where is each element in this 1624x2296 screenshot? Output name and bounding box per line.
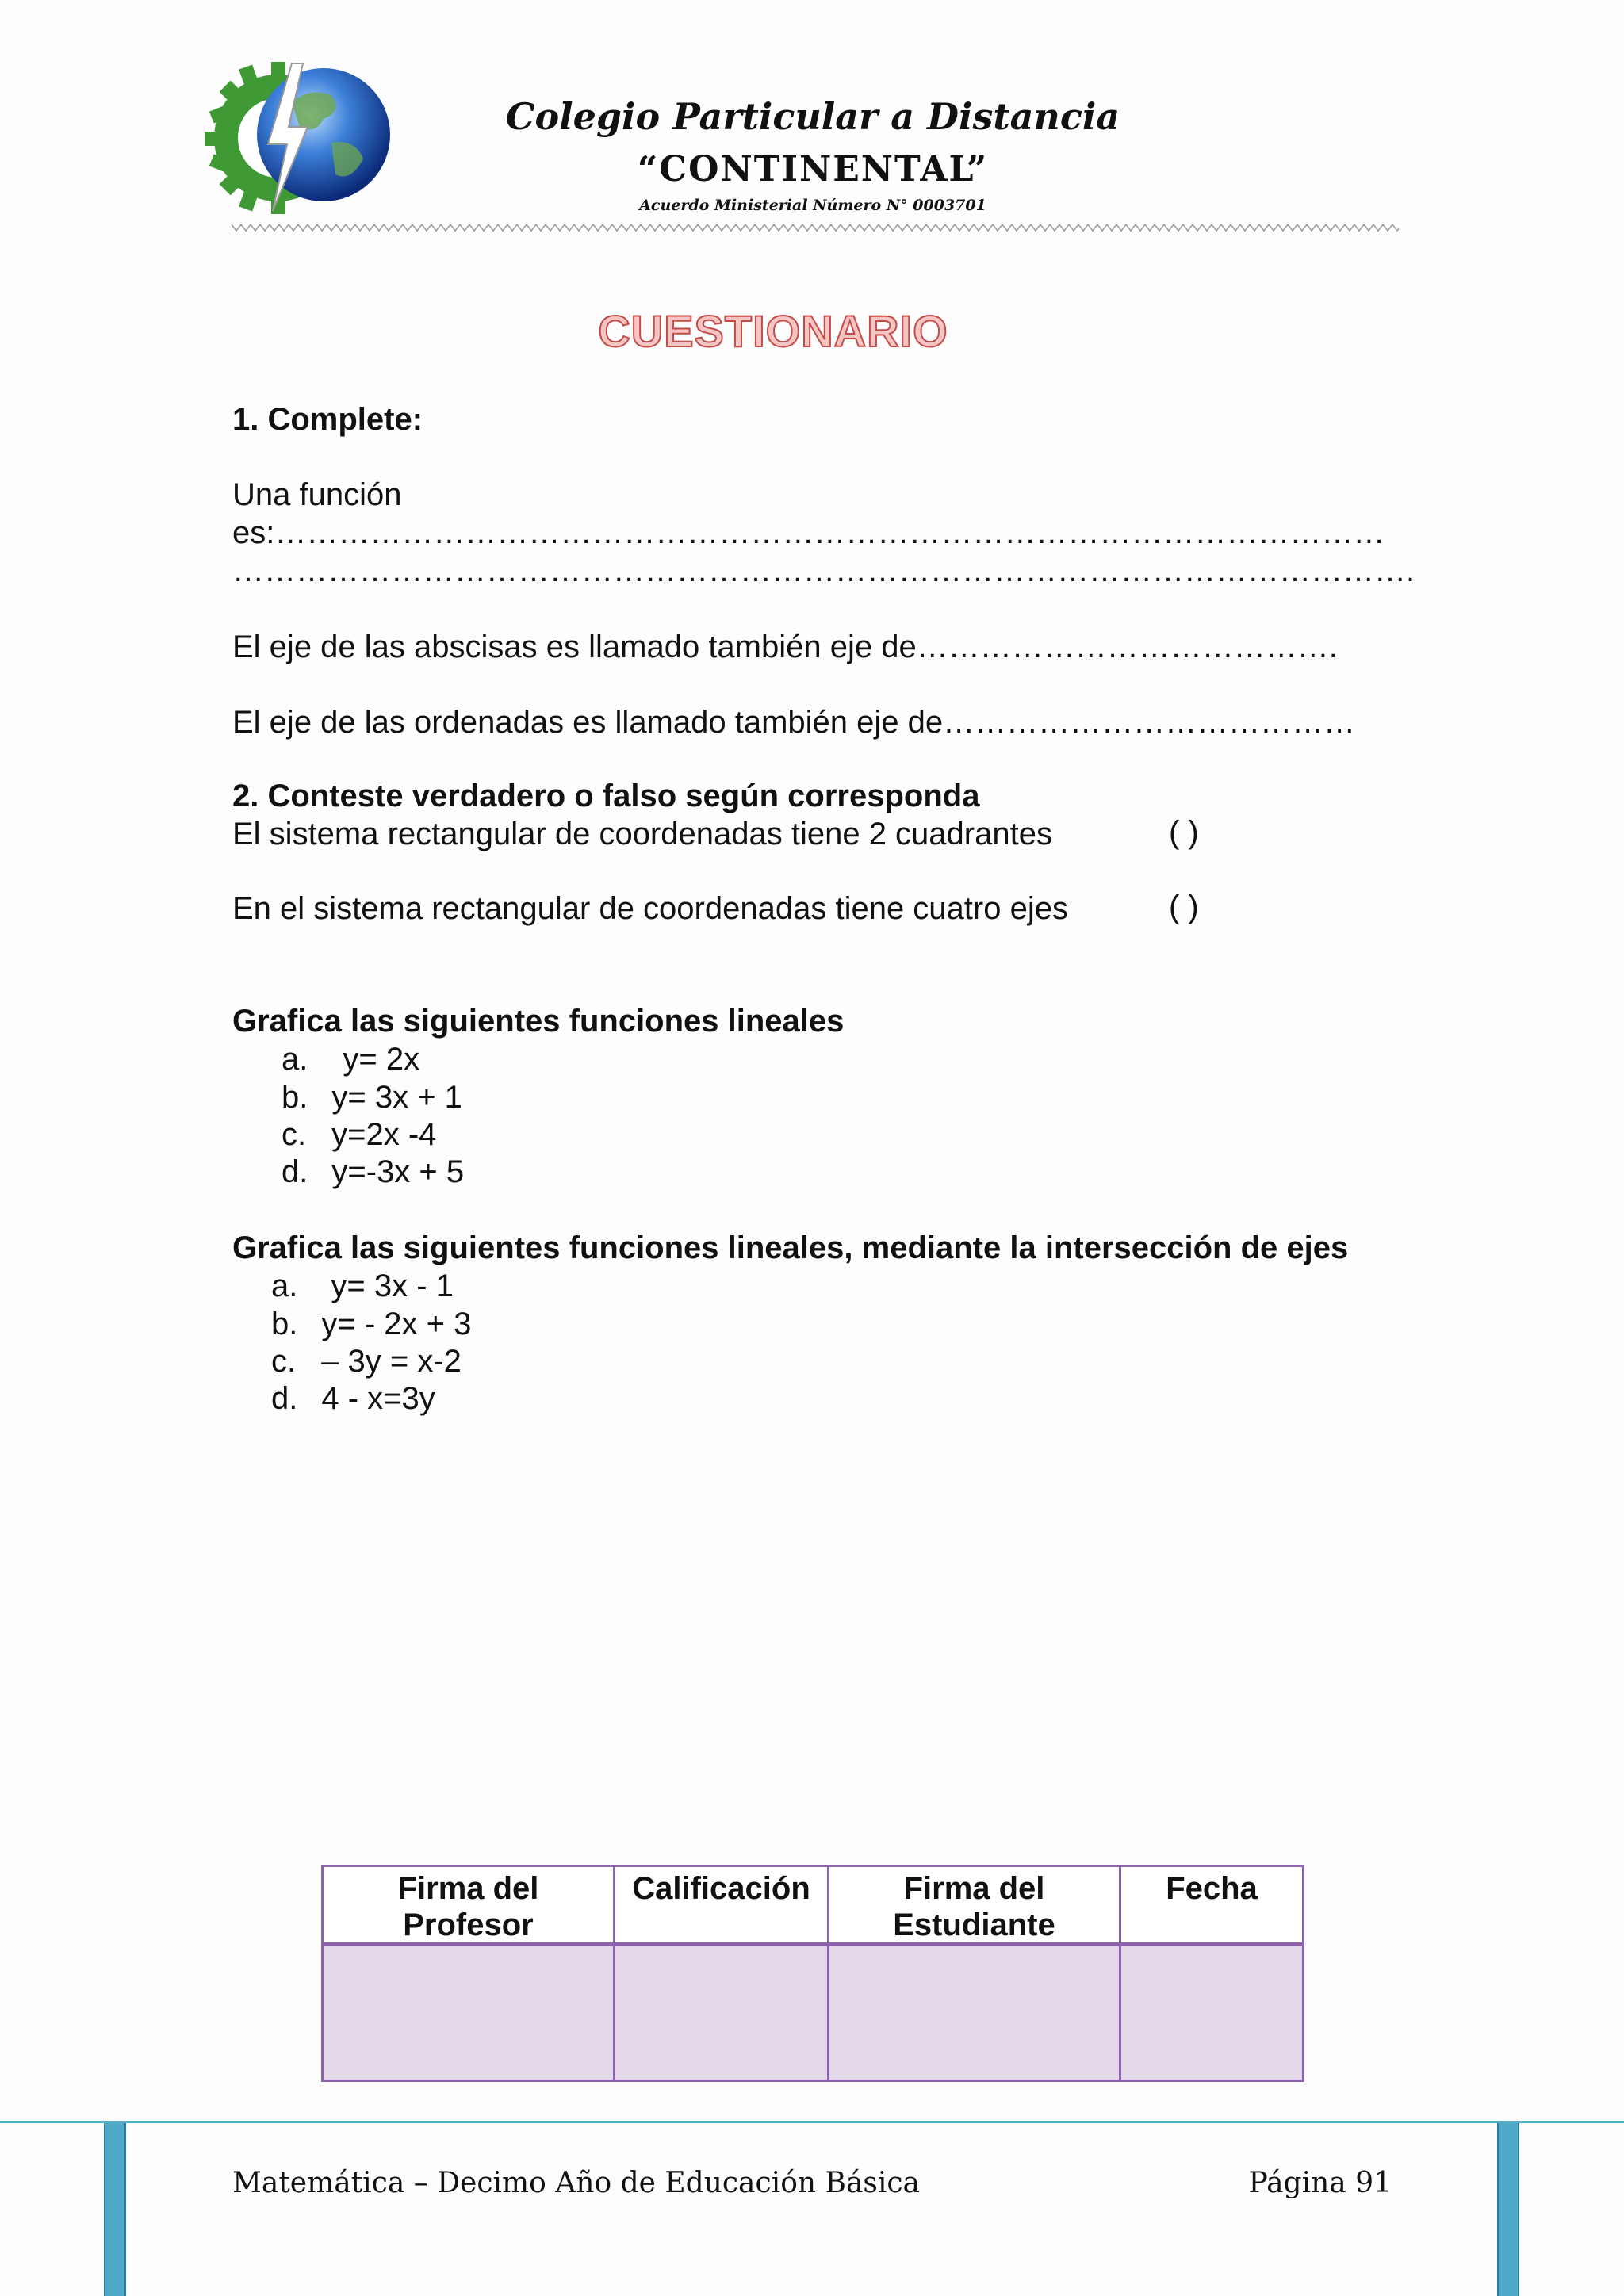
tf-item-1: El sistema rectangular de coordenadas tiene 2 cuadrantes (232, 817, 1052, 851)
list-item: b. y= - 2x + 3 (271, 1307, 472, 1341)
list-item: b. y= 3x + 1 (282, 1080, 462, 1115)
school-logo (205, 55, 392, 219)
list-item: a. y= 3x - 1 (271, 1269, 454, 1303)
list-item: c. y=2x -4 (282, 1117, 437, 1152)
signature-table (321, 1865, 1304, 2082)
footer-left-bar (104, 2123, 126, 2296)
header-teacher-signature: Firma del Profesor (324, 1867, 615, 1946)
section2-heading: 2. Conteste verdadero o falso según corresponda (232, 779, 980, 813)
section4-heading: Grafica las siguientes funciones lineales, mediante la intersección de ejes (232, 1230, 1349, 1265)
list-item: d. 4 - x=3y (271, 1381, 435, 1416)
list-item: c. – 3y = x-2 (271, 1344, 462, 1379)
header-divider (232, 222, 1399, 233)
grade-cell (615, 1946, 829, 2080)
list-item: d. y=-3x + 5 (282, 1154, 465, 1189)
header-date: Fecha (1121, 1867, 1302, 1946)
q2-text: El eje de las abscisas es llamado también eje de…………………………………. (232, 629, 1338, 664)
footer-right-bar (1497, 2123, 1519, 2296)
page-title: CUESTIONARIO (598, 306, 948, 356)
q1-label: Una función (232, 477, 402, 512)
header-student-signature: Firma del Estudiante (829, 1867, 1121, 1946)
teacher-signature-cell (324, 1946, 615, 2080)
agreement-number: Acuerdo Ministerial Número N° 0003701 (639, 197, 986, 214)
q1-answer-line-2: …………………………………………………………………………………………………. (232, 553, 1415, 588)
student-signature-cell (829, 1946, 1121, 2080)
q3-text: El eje de las ordenadas es llamado también eje de………………………………… (232, 705, 1356, 740)
list-item: a. y= 2x (282, 1042, 420, 1077)
q1-answer-line-1: es:…………………………………………………………………………………………… (232, 515, 1385, 550)
tf-answer-box-2: ( ) (1169, 890, 1199, 924)
date-cell (1121, 1946, 1302, 2080)
header-grade: Calificación (615, 1867, 829, 1946)
tf-answer-box-1: ( ) (1169, 815, 1199, 850)
section1-heading: 1. Complete: (232, 402, 423, 437)
footer-subject: Matemática – Decimo Año de Educación Básica (232, 2167, 921, 2199)
section3-heading: Grafica las siguientes funciones lineales (232, 1004, 845, 1039)
footer-divider (0, 2121, 1624, 2123)
page-number: Página 91 (1248, 2167, 1392, 2199)
school-line1: Colegio Particular a Distancia (505, 95, 1120, 138)
school-name: “CONTINENTAL” (637, 149, 989, 189)
tf-item-2: En el sistema rectangular de coordenadas tiene cuatro ejes (232, 891, 1068, 926)
